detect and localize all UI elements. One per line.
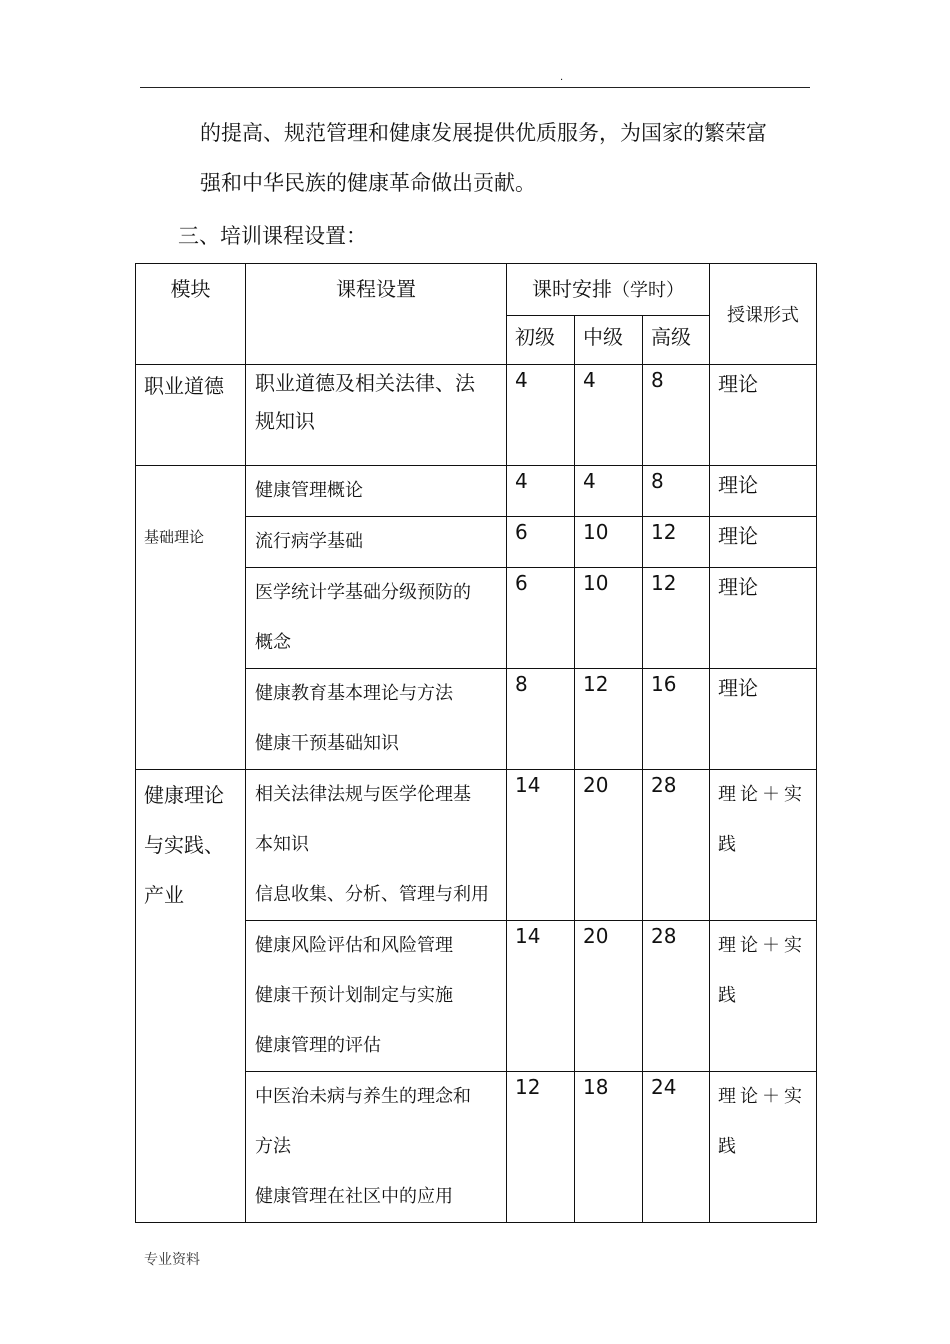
form-line: 理论＋实 — [718, 935, 806, 956]
intro-line-2: 强和中华民族的健康革命做出贡献。 — [200, 171, 536, 195]
course-cell — [246, 1072, 507, 1223]
form-line: 践 — [718, 1136, 740, 1157]
intermediate-hours: 20 — [575, 921, 643, 1072]
course-line: 方法 — [255, 1136, 291, 1157]
header-module: 模块 — [136, 264, 246, 365]
course-cell — [246, 517, 507, 568]
header-advanced: 高级 — [643, 316, 710, 365]
intro-line-1: 的提高、规范管理和健康发展提供优质服务，为国家的繁荣富 — [200, 121, 767, 145]
intermediate-hours: 20 — [575, 770, 643, 921]
form-cell: 理论 — [710, 466, 817, 517]
form-cell: 理论 — [710, 517, 817, 568]
beginner-hours: 4 — [507, 365, 575, 466]
course-line: 职业道德及相关法律、法 — [255, 371, 475, 395]
module-line: 与实践、 — [144, 833, 224, 857]
form-cell — [710, 1072, 817, 1223]
beginner-hours: 14 — [507, 770, 575, 921]
header-hours-unit: （学时） — [612, 280, 684, 301]
form-line: 践 — [718, 834, 740, 855]
module-line: 健康理论 — [144, 783, 224, 807]
form-cell: 理论 — [710, 568, 817, 669]
course-line: 健康管理概论 — [255, 480, 363, 501]
course-line: 医学统计学基础分级预防的 — [255, 582, 471, 603]
beginner-hours: 12 — [507, 1072, 575, 1223]
form-cell: 理论 — [710, 365, 817, 466]
module-cell — [136, 770, 246, 1223]
course-cell — [246, 568, 507, 669]
table-row — [136, 365, 817, 466]
header-intermediate: 中级 — [575, 316, 643, 365]
advanced-hours: 8 — [643, 466, 710, 517]
header-dot: . — [560, 72, 564, 83]
form-line: 理论＋实 — [718, 1086, 806, 1107]
course-line: 健康管理在社区中的应用 — [255, 1186, 453, 1207]
form-cell — [710, 770, 817, 921]
course-cell — [246, 466, 507, 517]
header-rule — [140, 87, 810, 88]
course-line: 健康教育基本理论与方法 — [255, 683, 453, 704]
advanced-hours: 16 — [643, 669, 710, 770]
beginner-hours: 6 — [507, 517, 575, 568]
form-cell: 理论 — [710, 669, 817, 770]
advanced-hours: 24 — [643, 1072, 710, 1223]
beginner-hours: 14 — [507, 921, 575, 1072]
table-row — [136, 770, 817, 921]
form-line: 理论＋实 — [718, 784, 806, 805]
advanced-hours: 28 — [643, 770, 710, 921]
course-line: 相关法律法规与医学伦理基 — [255, 784, 471, 805]
header-beginner: 初级 — [507, 316, 575, 365]
advanced-hours: 12 — [643, 517, 710, 568]
course-cell — [246, 921, 507, 1072]
course-cell — [246, 669, 507, 770]
form-line: 践 — [718, 985, 740, 1006]
advanced-hours: 28 — [643, 921, 710, 1072]
module-cell: 职业道德 — [136, 365, 246, 466]
course-line: 中医治未病与养生的理念和 — [255, 1086, 471, 1107]
advanced-hours: 8 — [643, 365, 710, 466]
table-header-row — [136, 264, 817, 316]
course-line: 健康干预基础知识 — [255, 733, 399, 754]
course-cell — [246, 365, 507, 466]
footer-label: 专业资料 — [144, 1252, 200, 1268]
intermediate-hours: 10 — [575, 568, 643, 669]
intermediate-hours: 18 — [575, 1072, 643, 1223]
header-form: 授课形式 — [710, 264, 817, 365]
header-hours — [507, 264, 710, 316]
beginner-hours: 8 — [507, 669, 575, 770]
beginner-hours: 4 — [507, 466, 575, 517]
course-line: 概念 — [255, 632, 291, 653]
module-line: 产业 — [144, 883, 184, 907]
course-line: 流行病学基础 — [255, 531, 363, 552]
course-line: 信息收集、分析、管理与利用 — [255, 884, 489, 905]
table-row — [136, 466, 817, 517]
course-cell — [246, 770, 507, 921]
course-line: 本知识 — [255, 834, 309, 855]
intermediate-hours: 4 — [575, 466, 643, 517]
course-table — [135, 263, 817, 1223]
intermediate-hours: 12 — [575, 669, 643, 770]
beginner-hours: 6 — [507, 568, 575, 669]
form-cell — [710, 921, 817, 1072]
course-line: 健康干预计划制定与实施 — [255, 985, 453, 1006]
header-hours-label: 课时安排 — [532, 277, 612, 301]
course-line: 规知识 — [255, 409, 315, 433]
header-course: 课程设置 — [246, 264, 507, 365]
intermediate-hours: 10 — [575, 517, 643, 568]
section-title: 三、培训课程设置： — [178, 224, 367, 248]
intermediate-hours: 4 — [575, 365, 643, 466]
course-line: 健康管理的评估 — [255, 1035, 381, 1056]
module-cell: 基础理论 — [136, 466, 246, 770]
advanced-hours: 12 — [643, 568, 710, 669]
course-line: 健康风险评估和风险管理 — [255, 935, 453, 956]
